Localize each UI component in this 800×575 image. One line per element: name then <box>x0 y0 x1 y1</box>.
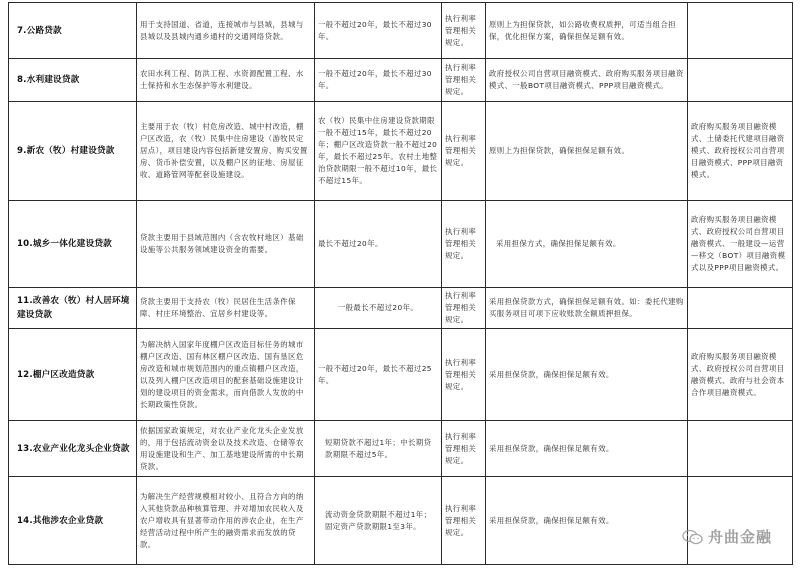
rate-cell: 执行利率管理相关规定。 <box>442 288 486 329</box>
mode-cell: 政府购买服务项目融资模式、土储委托代建项目融资模式、政府授权公司自营项目融资模式、PPP项目融资模式。 <box>688 102 793 201</box>
guarantee-cell: 原则上为担保贷款，如公路收费权质押，可适当组合担保，优化担保方案，确保担保足额有效。 <box>486 3 688 59</box>
rate-cell: 执行利率管理相关规定。 <box>442 421 486 477</box>
term-cell: 一般不超过20年，最长不超过30年。 <box>315 3 442 59</box>
loan-name-cell: 14.其他涉农企业贷款 <box>9 477 137 565</box>
table-row <box>9 59 793 102</box>
purpose-cell: 为解决纳入国家年度棚户区改造目标任务的城市棚户区改造、国有林区棚户区改造、国有垦区危房改造和城市规划范围内的重点镇棚户区改造，以及列入棚户区改造项目的配套基础设施建设计划的建设项目的资金需求，而向借款人发放的中长期政策性贷款。 <box>137 329 315 421</box>
term-cell: 一般不超过20年，最长不超过25年。 <box>315 329 442 421</box>
loan-name-cell: 9.新农（牧）村建设贷款 <box>9 102 137 201</box>
mode-cell: 政府购买服务项目融资模式、政府授权公司自营项目融资模式、政府与社会资本合作项目融资模式。 <box>688 329 793 421</box>
term-cell: 最长不超过20年。 <box>315 201 442 288</box>
document-page <box>8 2 792 573</box>
loan-name-cell: 10.城乡一体化建设贷款 <box>9 201 137 288</box>
guarantee-cell: 政府授权公司自营项目融资模式、政府购买服务项目融资模式、一般BOT项目融资模式、PPP项目融资模式。 <box>486 59 688 102</box>
purpose-cell: 用于支持国道、省道，连接城市与县城，县城与县城以及县城内通乡通村的交通网络贷款。 <box>137 3 315 59</box>
table-row <box>9 421 793 477</box>
loan-products-table <box>8 2 793 565</box>
mode-cell: 政府购买服务项目融资模式、政府授权公司自营项目融资模式、一般建设—运营—移交（BOT）项目融资模式以及PPP项目融资模式。 <box>688 201 793 288</box>
term-cell: 短期贷款不超过1年；中长期贷款期限不超过5年。 <box>315 421 442 477</box>
rate-cell: 执行利率管理相关规定。 <box>442 3 486 59</box>
mode-cell <box>688 59 793 102</box>
watermark <box>682 526 772 547</box>
mode-cell <box>688 3 793 59</box>
rate-cell: 执行利率管理相关规定。 <box>442 201 486 288</box>
table-row <box>9 288 793 329</box>
guarantee-cell: 采用担保方式，确保担保足额有效。 <box>486 201 688 288</box>
table-row <box>9 201 793 288</box>
table-row <box>9 3 793 59</box>
table-row <box>9 102 793 201</box>
rate-cell: 执行利率管理相关规定。 <box>442 59 486 102</box>
table-row <box>9 477 793 565</box>
purpose-cell: 贷款主要用于支持农（牧）民居住生活条件保障、村庄环境整治、宜居乡村建设等。 <box>137 288 315 329</box>
rate-cell: 执行利率管理相关规定。 <box>442 477 486 565</box>
rate-cell: 执行利率管理相关规定。 <box>442 329 486 421</box>
table-row <box>9 329 793 421</box>
term-cell: 农（牧）民集中住房建设贷款期限一般不超过15年，最长不超过20年；棚户区改造贷款一般不超过20年，最长不超过25年。农村土地整治贷款期限一般不超过10年，最长不超过15年。 <box>315 102 442 201</box>
loan-name-cell: 12.棚户区改造贷款 <box>9 329 137 421</box>
guarantee-cell: 原则上为担保贷款，确保担保足额有效。 <box>486 102 688 201</box>
purpose-cell: 为解决生产经营规模相对较小、且符合方向的纳入其他贷款品种核算管理、并对增加农民收入及农户增收具有显著带动作用的涉农企业，在生产经营活动过程中所产生的融资需求而发放的贷款。 <box>137 477 315 565</box>
guarantee-cell: 采用担保贷款，确保担保足额有效。 <box>486 329 688 421</box>
purpose-cell: 贷款主要用于县域范围内（含农牧村地区）基础设施等公共服务领域建设资金的需要。 <box>137 201 315 288</box>
loan-name-cell: 13.农业产业化龙头企业贷款 <box>9 421 137 477</box>
term-cell: 流动资金贷款期限不超过1年；固定资产贷款期限1至3年。 <box>315 477 442 565</box>
purpose-cell: 主要用于农（牧）村危房改造、城中村改造，棚户区改造，农（牧）民集中住房建设（游牧民定居点），项目建设内容包括新建安置房、购买安置房、货币补偿安置，以及棚户区的征地、房屋征收、道路管网等配套设施建设。 <box>137 102 315 201</box>
rate-cell: 执行利率管理相关规定。 <box>442 102 486 201</box>
loan-name-cell: 7.公路贷款 <box>9 3 137 59</box>
term-cell: 一般最长不超过20年。 <box>315 288 442 329</box>
watermark-text: 舟曲金融 <box>707 528 772 546</box>
mode-cell <box>688 421 793 477</box>
loan-name-cell: 8.水利建设贷款 <box>9 59 137 102</box>
purpose-cell: 农田水利工程、防洪工程、水资源配置工程、水土保持和水生态保护等水利建设。 <box>137 59 315 102</box>
loan-name-cell: 11.改善农（牧）村人居环境建设贷款 <box>9 288 137 329</box>
mode-cell <box>688 477 793 565</box>
guarantee-cell: 采用担保贷款方式，确保担保足额有效。如：委托代建购买服务项目可项下应收账款全额质押担保。 <box>486 288 688 329</box>
term-cell: 一般不超过20年，最长不超过30年。 <box>315 59 442 102</box>
guarantee-cell: 采用担保贷款，确保担保足额有效。 <box>486 421 688 477</box>
purpose-cell: 依据国家政策规定，对农业产业化龙头企业发放的，用于包括流动资金以及技术改造、仓储等农用设施建设和生产、加工基地建设所需的中长期贷款。 <box>137 421 315 477</box>
mode-cell <box>688 288 793 329</box>
guarantee-cell: 采用担保贷款，确保担保足额有效。 <box>486 477 688 565</box>
wechat-icon <box>682 529 704 545</box>
